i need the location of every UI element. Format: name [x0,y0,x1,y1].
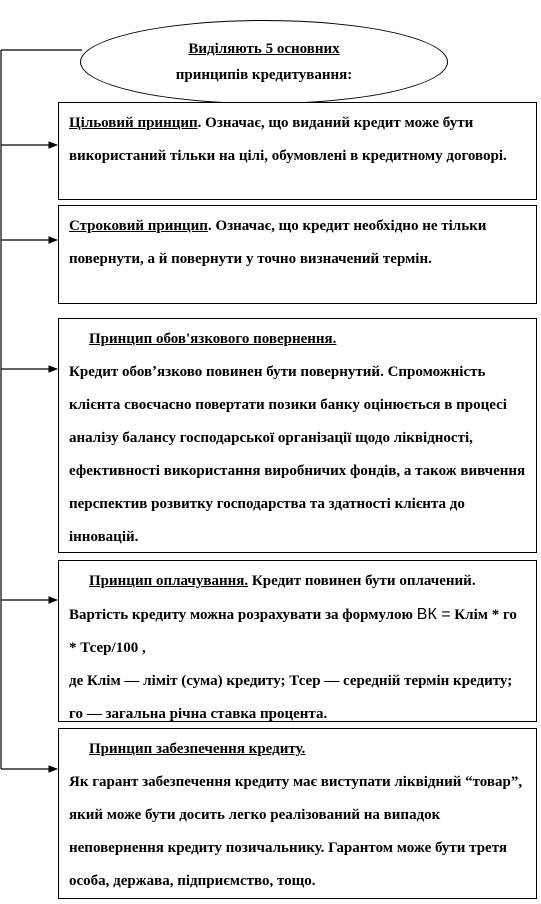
principle-box-5 [58,728,537,899]
header-line-1: Виділяють 5 основних [188,41,340,57]
principle-1-text: . Означає, що виданий кредит може бути використаний тільки на цілі, обумовлені в кредитному договорі. [69,115,507,164]
formula-rhs: Клім * го * Тсер/100 , [69,607,517,656]
principle-5-title: Принцип забезпечення кредиту. [89,741,306,757]
principle-1-title: Цільовий принцип [69,115,198,131]
principle-2-title: Строковий принцип [69,218,208,234]
principle-2-text: . Означає, що кредит необхідно не тільки повернути, а й повернути у точно визначений термін. [69,218,487,267]
principle-box-3 [58,318,537,553]
principle-3-text: Кредит обовʼязково повинен бути повернутий. Спроможність клієнта своєчасно повертати позики банку оцінюється в процесі аналізу балансу господарської організації щодо ліквідності, ефективності використання виробничих фондів, а також вивчення перспектив розвитку господарства та здатності клієнта до інновацій. [69,364,526,545]
principle-4-title: Принцип оплачування. [89,573,249,589]
principle-4-text-after: де Клім — ліміт (сума) кредиту; Тсер — середній термін кредиту; го — загальна річна ставка процента. [69,673,513,722]
principle-box-1 [58,102,537,200]
principle-3-title: Принцип обов'язкового повернення. [89,331,337,347]
principle-5-text: Як гарант забезпечення кредиту має виступати ліквідний “товар”, який може бути досить легко реалізований на випадок неповернення кредиту позичальнику. Гарантом може бути третя особа, держава, підприємство, тощо. [69,774,523,889]
header-ellipse [80,20,448,104]
formula-lhs: ВК = [416,606,451,623]
principle-box-2 [58,205,537,304]
header-line-2: принципів кредитування: [175,67,353,83]
principle-4-text-before: Кредит повинен бути оплачений. Вартість кредиту можна розрахувати за формулою [69,573,476,623]
principle-box-4 [58,560,537,722]
